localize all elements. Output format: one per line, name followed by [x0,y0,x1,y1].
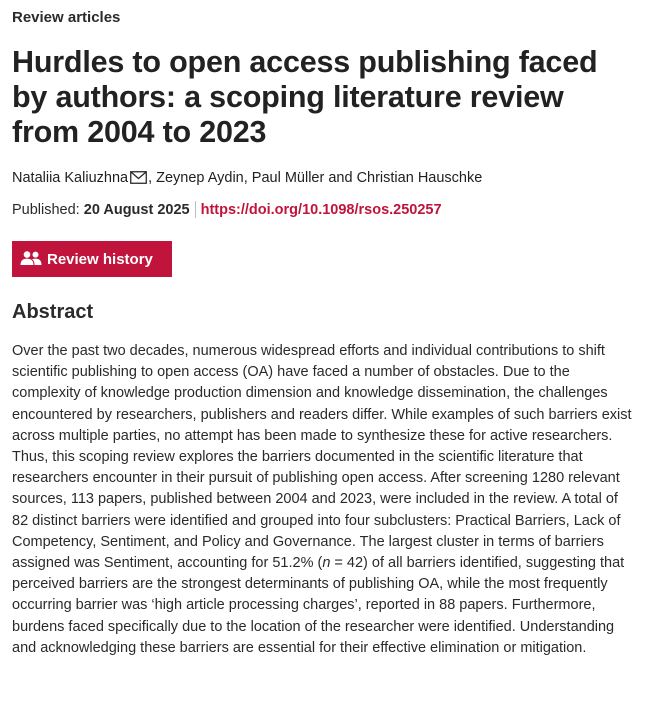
published-date: 20 August 2025 [83,202,190,218]
author-others: , Zeynep Aydin, Paul Müller and Christian Hauschke [148,170,483,186]
doi-link[interactable]: https://doi.org/10.1098/rsos.250257 [200,202,442,218]
envelope-icon[interactable] [130,171,147,189]
publication-info [12,201,637,219]
article-category: Review articles [12,9,121,26]
review-history-button[interactable] [12,241,172,277]
review-history-label: Review history [47,250,153,268]
article-title: Hurdles to open access publishing faced by authors: a scoping literature review from 2004 to 2023 [12,45,598,149]
abstract-text-part2: = 42) of all barriers identified, suggesting that perceived barriers are the strongest determinants of publishing OA, while the most frequently occurring barrier was ‘high article processing charges’, reported in 88 papers. Furthermore, burdens faced specifically due to the location of the researcher were identified. Understanding and acknowledging these barriers are essential for their effective elimination or mitigation. [12,555,625,656]
people-icon [20,251,42,269]
abstract-text [12,341,637,659]
abstract-n-symbol: n [322,555,331,572]
published-label: Published: [12,202,80,218]
author-list [12,169,637,189]
abstract-text-part1: Over the past two decades, numerous widespread efforts and individual contributions to shift scientific publishing to open access (OA) have faced a number of obstacles. Due to the complexity of knowledge production dimension and knowledge dissemination, the challenges encountered by researchers, publishers and readers differ. While examples of such barriers exist across multiple parties, no attempt has been made to synthesize these for active researchers. Thus, this scoping review explores the barriers documented in the scientific literature that researchers encounter in their pursuit of publishing open access. After screening 1280 relevant sources, 113 papers, published between 2004 and 2023, were included in the review. A total of 82 distinct barriers were identified and grouped into four subclusters: Practical Barriers, Lack of Competency, Sentiment, and Policy and Governance. The largest cluster in terms of barriers assigned was Sentiment, accounting for 51.2% ( [12,343,632,572]
abstract-heading: Abstract [12,301,94,323]
author-corresponding[interactable]: Nataliia Kaliuzhna [12,170,129,186]
divider [195,201,196,218]
